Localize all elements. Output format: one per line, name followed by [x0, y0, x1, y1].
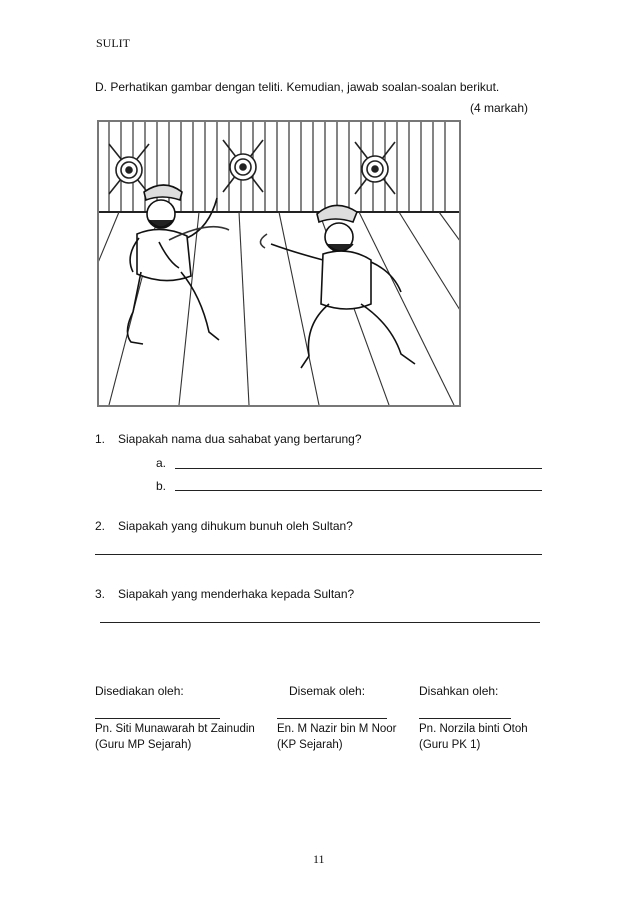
- signature-line-preparer[interactable]: [95, 718, 220, 719]
- preparer-title: (Guru MP Sejarah): [95, 739, 192, 751]
- question-1-number: 1.: [95, 432, 106, 446]
- preparer-name: Pn. Siti Munawarah bt Zainudin: [95, 723, 255, 735]
- section-instruction: D. Perhatikan gambar dengan teliti. Kemudian, jawab soalan-soalan berikut.: [95, 80, 500, 94]
- answer-line-1b[interactable]: [175, 490, 542, 491]
- answer-line-3[interactable]: [100, 622, 540, 623]
- question-3-text: Siapakah yang menderhaka kepada Sultan?: [118, 587, 355, 601]
- question-2-text: Siapakah yang dihukum bunuh oleh Sultan?: [118, 519, 353, 533]
- question-3-number: 3.: [95, 587, 106, 601]
- page-number: 11: [313, 852, 325, 866]
- prepared-by-label: Disediakan oleh:: [95, 684, 184, 698]
- approver-name: Pn. Norzila binti Otoh: [419, 723, 528, 735]
- checked-by-label: Disemak oleh:: [289, 684, 366, 698]
- approver-title: (Guru PK 1): [419, 739, 481, 751]
- illustration-sword-fight: [97, 120, 461, 407]
- approved-by-label: Disahkan oleh:: [419, 684, 499, 698]
- marks-label: (4 markah): [470, 101, 529, 115]
- question-2-number: 2.: [95, 519, 106, 533]
- duel-drawing: [99, 122, 459, 405]
- question-1b-label: b.: [156, 479, 167, 493]
- checker-title: (KP Sejarah): [277, 739, 343, 751]
- checker-name: En. M Nazir bin M Noor: [277, 723, 397, 735]
- confidential-mark: SULIT: [96, 36, 130, 50]
- signature-line-approver[interactable]: [419, 718, 511, 719]
- question-1-text: Siapakah nama dua sahabat yang bertarung?: [118, 432, 362, 446]
- answer-line-1a[interactable]: [175, 468, 542, 469]
- signature-line-checker[interactable]: [277, 718, 387, 719]
- answer-line-2[interactable]: [95, 554, 542, 555]
- question-1a-label: a.: [156, 456, 167, 470]
- right-warrior: [260, 205, 415, 368]
